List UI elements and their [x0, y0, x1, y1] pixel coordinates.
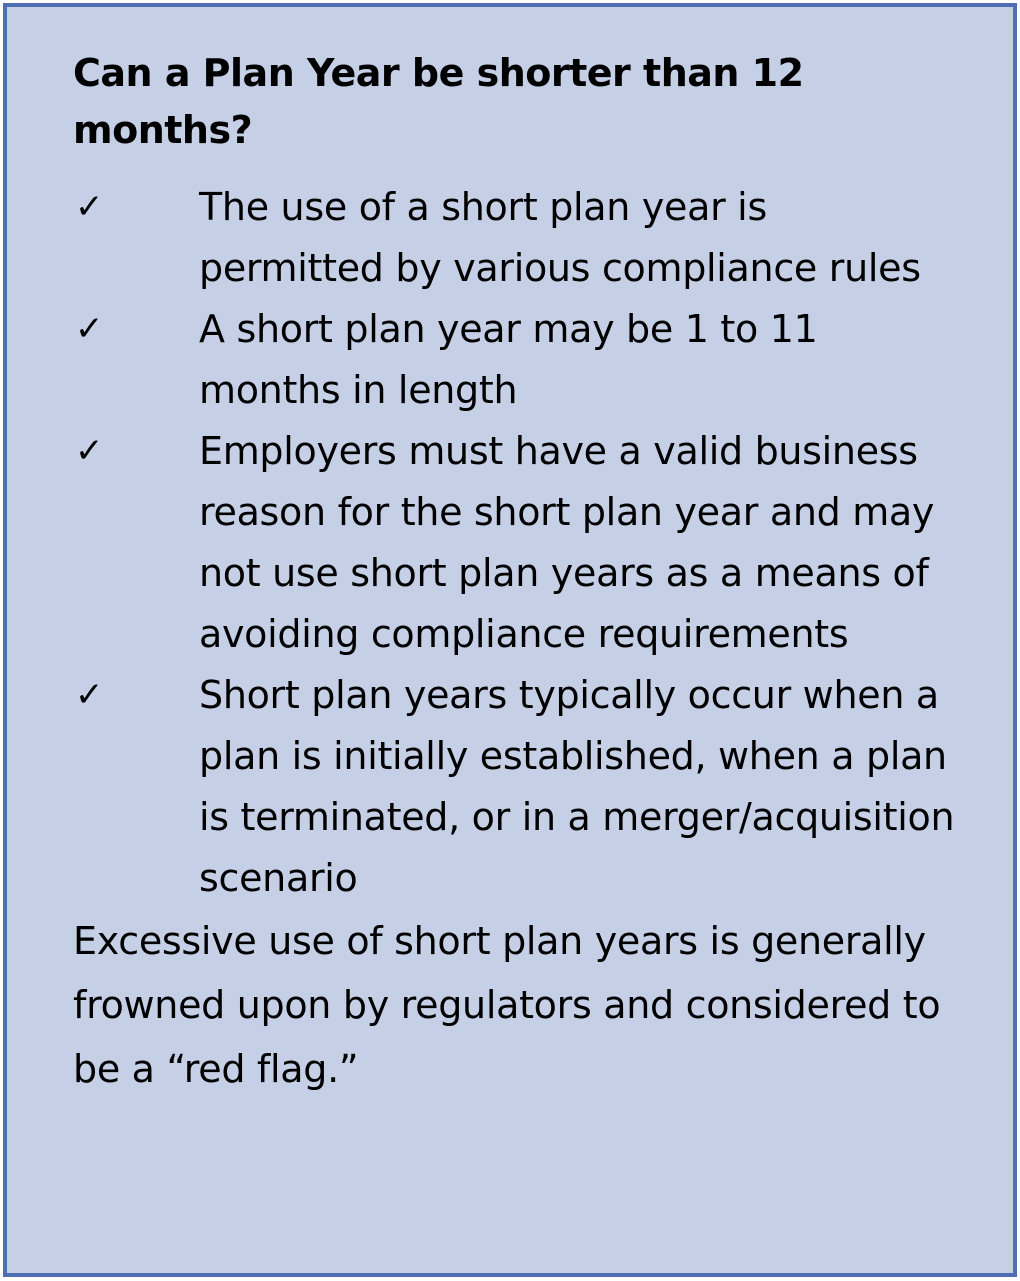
callout-content	[73, 45, 973, 1101]
closing-note: Excessive use of short plan years is generally frowned upon by regulators and considered to be a “red flag.”	[73, 919, 941, 1091]
checklist-item	[73, 665, 973, 909]
checklist-item	[73, 177, 973, 299]
checklist-item	[73, 299, 973, 421]
checkmark-icon: ✓	[75, 431, 104, 471]
checkmark-icon: ✓	[75, 187, 104, 227]
checklist-item-text: Short plan years typically occur when a plan is initially established, when a plan is terminated, or in a merger/acquisition scenario	[199, 673, 955, 900]
checklist-item-text: A short plan year may be 1 to 11 months in length	[199, 307, 818, 412]
checkmark-icon: ✓	[75, 675, 104, 715]
checklist-item-text: Employers must have a valid business reason for the short plan year and may not use short plan years as a means of avoiding compliance requirements	[199, 429, 935, 656]
callout-box	[3, 3, 1017, 1277]
checkmark-icon: ✓	[75, 309, 104, 349]
checklist-item-text: The use of a short plan year is permitted by various compliance rules	[199, 185, 921, 290]
callout-heading: Can a Plan Year be shorter than 12 months?	[73, 51, 804, 152]
checklist	[73, 177, 973, 909]
checklist-item	[73, 421, 973, 665]
